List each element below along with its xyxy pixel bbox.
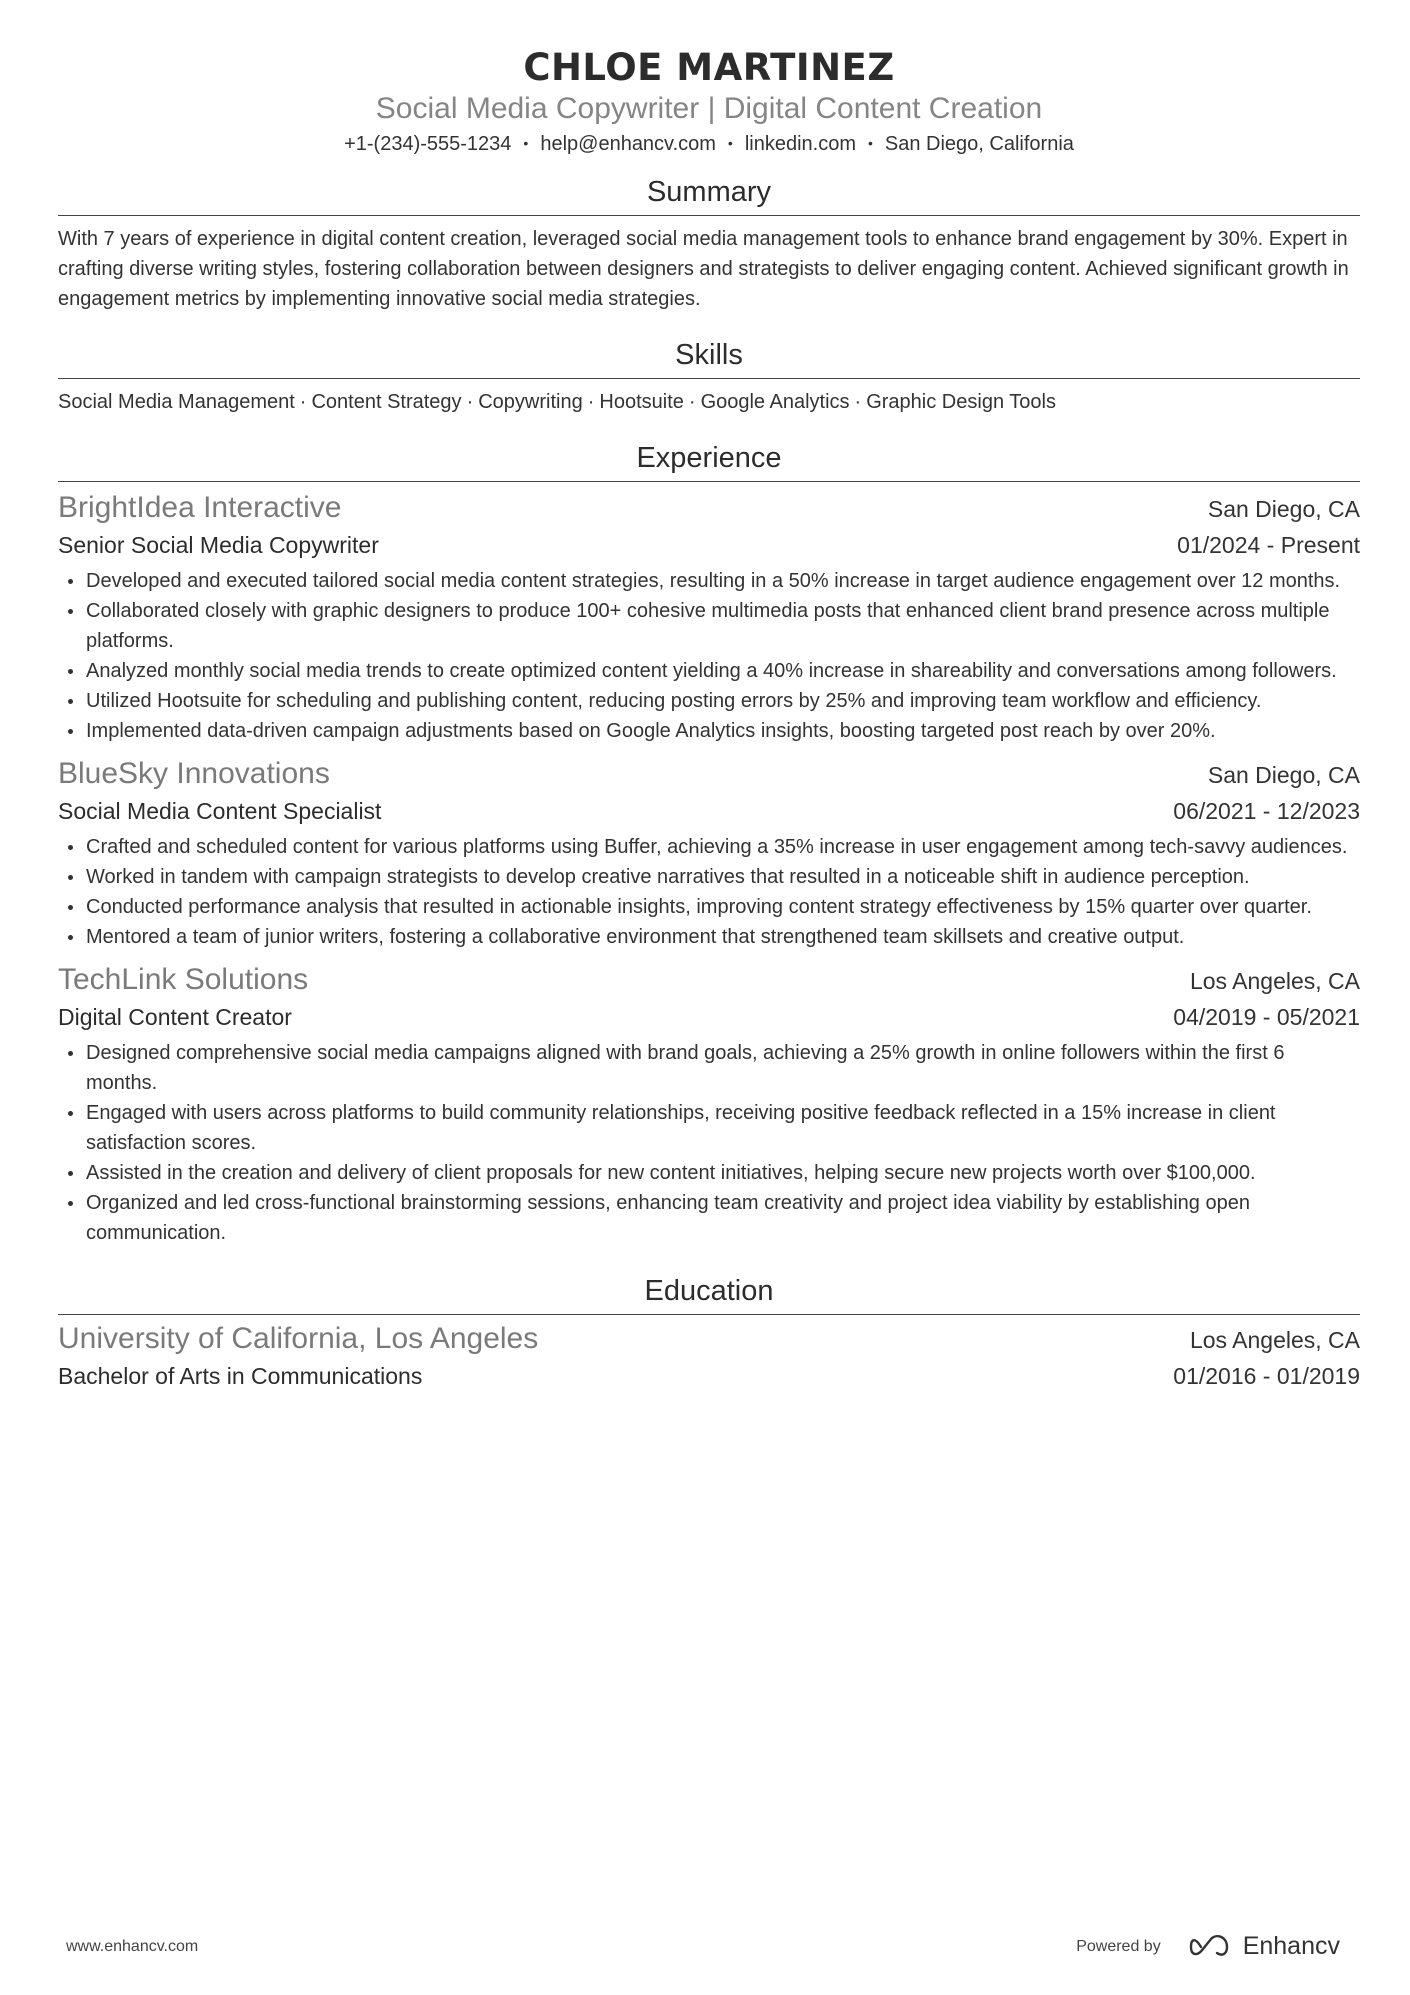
job-location: San Diego, CA bbox=[1207, 762, 1360, 788]
job-dates: 04/2019 - 05/2021 bbox=[1173, 1004, 1360, 1030]
summary-text: With 7 years of experience in digital content creation, leveraged social media management tools to enhance brand engagement by 30%. Expert in crafting diverse writing styles, fostering collaboration between designers and strategists to deliver engaging content. Achieved significant growth in engagement metrics by implementing innovative social media strategies. bbox=[58, 228, 1349, 310]
contact-phone: +1-(234)-555-1234 bbox=[344, 133, 512, 155]
enhancv-brand-name: Enhancv bbox=[1242, 1932, 1340, 1960]
section-title-skills: Skills bbox=[58, 336, 1360, 379]
job-bullet: Developed and executed tailored social media content strategies, resulting in a 50% increase in target audience engagement over 12 months. bbox=[86, 566, 1360, 596]
job-bullet: Assisted in the creation and delivery of client proposals for new content initiatives, helping secure new projects worth over $100,000. bbox=[86, 1158, 1360, 1188]
skill-item: Google Analytics bbox=[700, 391, 850, 413]
education-dates: 01/2016 - 01/2019 bbox=[1173, 1363, 1360, 1389]
skill-separator: · bbox=[688, 391, 696, 413]
job-company: BlueSky Innovations bbox=[58, 757, 330, 790]
education-header-row bbox=[58, 1319, 1360, 1359]
section-title-experience: Experience bbox=[58, 439, 1360, 482]
education-school: University of California, Los Angeles bbox=[58, 1322, 539, 1355]
skill-item: Social Media Management bbox=[58, 391, 295, 413]
job-header-row bbox=[58, 960, 1360, 1000]
education-entry bbox=[58, 1319, 1360, 1393]
job-bullet: Mentored a team of junior writers, fostering a collaborative environment that strengthened team skillsets and creative output. bbox=[86, 922, 1360, 952]
job-entry bbox=[58, 754, 1360, 952]
enhancv-brand[interactable] bbox=[1189, 1932, 1340, 1961]
powered-by-label: Powered by bbox=[1076, 1937, 1161, 1955]
skills-list bbox=[58, 387, 1360, 417]
job-role-row bbox=[58, 1000, 1360, 1034]
skill-separator: · bbox=[466, 391, 474, 413]
contact-email[interactable]: help@enhancv.com bbox=[540, 133, 716, 155]
job-bullet: Worked in tandem with campaign strategists to develop creative narratives that resulted in a noticeable shift in audience perception. bbox=[86, 862, 1360, 892]
powered-by bbox=[1076, 1932, 1340, 1961]
skill-item: Graphic Design Tools bbox=[866, 391, 1056, 413]
contact-location: San Diego, California bbox=[884, 133, 1074, 155]
job-bullets bbox=[58, 566, 1360, 746]
job-entry bbox=[58, 960, 1360, 1248]
job-dates: 01/2024 - Present bbox=[1177, 532, 1360, 558]
skill-item: Copywriting bbox=[478, 391, 583, 413]
job-bullet: Implemented data-driven campaign adjustments based on Google Analytics insights, boosting targeted post reach by over 20%. bbox=[86, 716, 1360, 746]
job-bullet: Collaborated closely with graphic designers to produce 100+ cohesive multimedia posts that enhanced client brand presence across multiple platforms. bbox=[86, 596, 1360, 656]
job-location: San Diego, CA bbox=[1207, 496, 1360, 522]
job-entry bbox=[58, 488, 1360, 746]
education-degree-row bbox=[58, 1359, 1360, 1393]
job-bullet: Conducted performance analysis that resulted in actionable insights, improving content strategy effectiveness by 15% quarter over quarter. bbox=[86, 892, 1360, 922]
contact-linkedin[interactable]: linkedin.com bbox=[744, 133, 856, 155]
skill-separator: · bbox=[587, 391, 595, 413]
section-title-education: Education bbox=[58, 1272, 1360, 1315]
candidate-name: CHLOE MARTINEZ bbox=[523, 46, 895, 89]
skill-separator: · bbox=[299, 391, 307, 413]
page-footer bbox=[66, 1932, 1340, 1961]
job-header-row bbox=[58, 488, 1360, 528]
skill-separator: · bbox=[854, 391, 862, 413]
contact-separator: • bbox=[727, 135, 733, 151]
job-bullets bbox=[58, 832, 1360, 952]
job-bullet: Utilized Hootsuite for scheduling and publishing content, reducing posting errors by 25% and improving team workflow and efficiency. bbox=[86, 686, 1360, 716]
job-location: Los Angeles, CA bbox=[1189, 968, 1360, 994]
section-title-summary: Summary bbox=[58, 173, 1360, 216]
job-role-row bbox=[58, 794, 1360, 828]
experience-section bbox=[58, 439, 1360, 1248]
footer-website-link[interactable]: www.enhancv.com bbox=[66, 1937, 199, 1955]
contact-separator: • bbox=[868, 135, 873, 151]
job-bullet: Engaged with users across platforms to build community relationships, receiving positive feedback reflected in a 15% increase in client satisfaction scores. bbox=[86, 1098, 1360, 1158]
contact-line bbox=[58, 128, 1360, 159]
job-bullet: Crafted and scheduled content for various platforms using Buffer, achieving a 35% increase in user engagement among tech-savvy audiences. bbox=[86, 832, 1360, 862]
job-company: BrightIdea Interactive bbox=[58, 491, 342, 524]
job-role: Senior Social Media Copywriter bbox=[58, 532, 379, 558]
enhancv-logo-icon bbox=[1189, 1935, 1235, 1959]
job-bullets bbox=[58, 1038, 1360, 1248]
education-degree: Bachelor of Arts in Communications bbox=[58, 1363, 423, 1389]
skills-section bbox=[58, 336, 1360, 417]
job-dates: 06/2021 - 12/2023 bbox=[1173, 798, 1360, 824]
job-role: Digital Content Creator bbox=[58, 1004, 292, 1030]
contact-separator: • bbox=[523, 135, 529, 151]
job-bullet: Analyzed monthly social media trends to create optimized content yielding a 40% increase in shareability and conversations among followers. bbox=[86, 656, 1360, 686]
job-role-row bbox=[58, 528, 1360, 562]
candidate-tagline: Social Media Copywriter | Digital Content Creation bbox=[375, 92, 1043, 125]
skill-item: Content Strategy bbox=[311, 391, 462, 413]
education-section bbox=[58, 1272, 1360, 1393]
skill-item: Hootsuite bbox=[599, 391, 684, 413]
education-location: Los Angeles, CA bbox=[1189, 1327, 1360, 1353]
job-company: TechLink Solutions bbox=[58, 963, 309, 996]
summary-section bbox=[58, 173, 1360, 314]
resume-header bbox=[58, 44, 1360, 159]
job-header-row bbox=[58, 754, 1360, 794]
job-bullet: Organized and led cross-functional brainstorming sessions, enhancing team creativity and project idea viability by establishing open communication. bbox=[86, 1188, 1360, 1248]
job-role: Social Media Content Specialist bbox=[58, 798, 382, 824]
resume-page bbox=[58, 44, 1360, 1393]
job-bullet: Designed comprehensive social media campaigns aligned with brand goals, achieving a 25% growth in online followers within the first 6 months. bbox=[86, 1038, 1360, 1098]
